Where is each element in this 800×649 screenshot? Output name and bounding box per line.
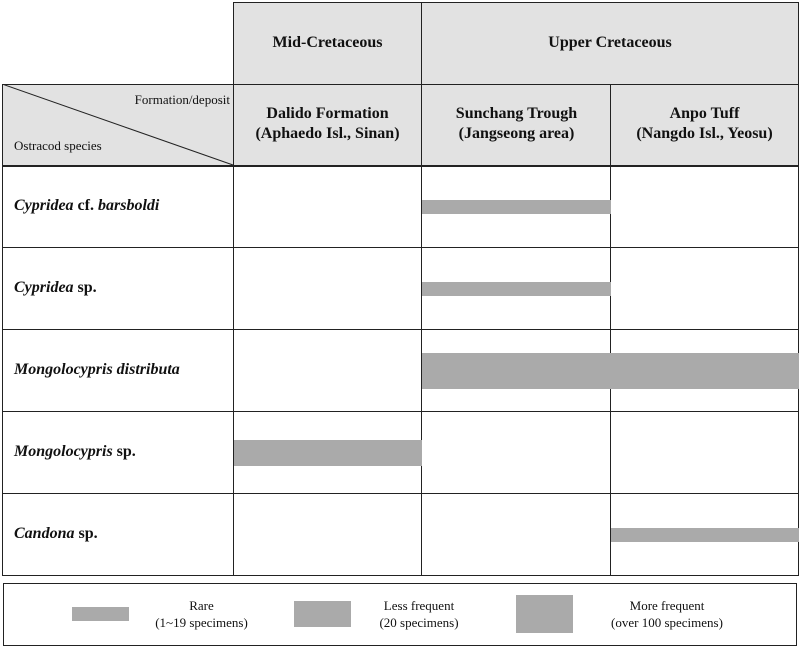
species-name	[14, 361, 180, 379]
legend-label-rare	[134, 597, 269, 631]
species-genus: Cypridea	[14, 279, 74, 296]
legend-swatch-rare	[72, 607, 129, 621]
column-title-line2: (Nangdo Isl., Yeosu)	[636, 125, 773, 142]
species-name	[14, 279, 97, 297]
legend	[3, 583, 797, 646]
legend-label-line2: (20 specimens)	[379, 615, 459, 630]
occurrence-bar-more	[422, 353, 611, 389]
grid-line	[610, 84, 611, 576]
column-title-line1: Sunchang Trough	[455, 105, 578, 122]
column-title-line2: (Aphaedo Isl., Sinan)	[255, 125, 400, 142]
species-genus: Mongolocypris	[14, 443, 113, 460]
legend-label-line1: Rare	[189, 598, 214, 613]
species-name	[14, 443, 136, 461]
species-suffix: sp.	[74, 525, 98, 542]
grid-line	[2, 247, 799, 248]
legend-label-line1: More frequent	[629, 598, 705, 613]
column-title-line1: Anpo Tuff	[669, 105, 740, 122]
occurrence-bar-more	[611, 353, 799, 389]
column-title-line1: Dalido Formation	[266, 105, 389, 122]
species-suffix: sp.	[73, 279, 97, 296]
legend-label-less	[359, 597, 479, 631]
grid-line	[2, 329, 799, 330]
occurrence-bar-rare	[422, 282, 611, 296]
species-genus: Cypridea	[14, 197, 74, 214]
species-name	[14, 197, 159, 215]
occurrence-bar-rare	[611, 528, 799, 542]
legend-swatch-less	[294, 601, 351, 627]
legend-label-line2: (over 100 specimens)	[611, 615, 723, 630]
column-title-anpo	[611, 104, 798, 144]
species-qualifier: cf.	[73, 197, 98, 214]
occurrence-bar-less	[234, 440, 422, 466]
species-epithet: barsboldi	[97, 197, 160, 214]
legend-label-line1: Less frequent	[383, 598, 455, 613]
species-genus: Candona	[14, 525, 75, 542]
legend-swatch-more	[516, 595, 573, 633]
grid-line	[2, 493, 799, 494]
species-name	[14, 525, 98, 543]
period-title-upper: Upper Cretaceous	[548, 34, 672, 51]
column-title-dalido	[233, 104, 422, 144]
species-genus: Mongolocypris distributa	[14, 361, 180, 378]
period-title-mid: Mid-Cretaceous	[272, 34, 383, 51]
column-title-sunchang	[422, 104, 611, 144]
grid-line	[798, 2, 799, 576]
grid-line	[2, 575, 799, 576]
corner-label-formation: Formation/deposit	[134, 92, 230, 107]
column-title-line2: (Jangseong area)	[458, 125, 575, 142]
legend-label-line2: (1~19 specimens)	[155, 615, 248, 630]
corner-label-species: Ostracod species	[14, 138, 102, 153]
occurrence-bar-rare	[422, 200, 611, 214]
grid-line	[233, 2, 799, 3]
grid-line	[2, 411, 799, 412]
legend-label-more	[587, 597, 747, 631]
species-suffix: sp.	[112, 443, 136, 460]
